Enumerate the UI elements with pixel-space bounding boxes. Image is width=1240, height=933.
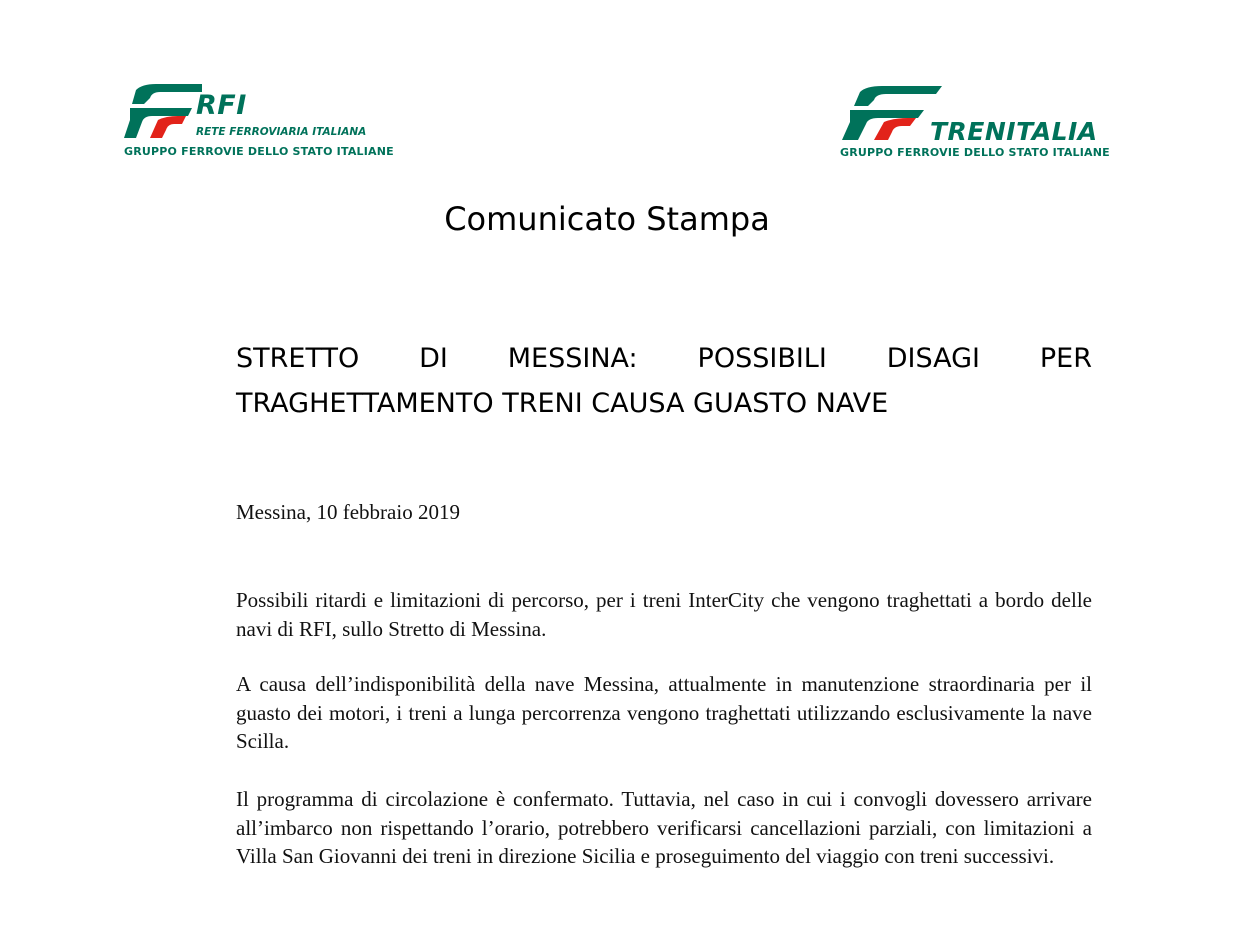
trenitalia-logo-name: TRENITALIA — [930, 117, 1098, 146]
headline-word: DISAGI — [886, 343, 980, 374]
rfi-logo-name: RFI — [196, 90, 247, 121]
headline-line-1 — [236, 336, 1092, 381]
paragraph: Il programma di circolazione è confermato. Tuttavia, nel caso in cui i convogli dovessero arrivare all’imbarco non rispettando l’orario, potrebbero verificarsi cancellazioni parziali, con limitazioni a Villa San Giovanni dei treni in direzione Sicilia e proseguimento del viaggio con treni successivi. — [236, 787, 1092, 868]
headline-word: STRETTO — [236, 343, 360, 374]
fs-logo-icon — [122, 82, 202, 144]
trenitalia-logo-group: GRUPPO FERROVIE DELLO STATO ITALIANE — [840, 146, 1110, 159]
paragraph: A causa dell’indisponibilità della nave Messina, attualmente in manutenzione straordinaria per il guasto dei motori, i treni a lunga percorrenza vengono traghettati utilizzando esclusivamente la nave Scilla. — [236, 672, 1092, 753]
headline-word: DI — [419, 343, 448, 374]
dateline: Messina, 10 febbraio 2019 — [236, 500, 460, 524]
headline — [236, 336, 1092, 426]
rfi-logo — [122, 82, 412, 162]
headline-word: MESSINA: — [507, 343, 638, 374]
headline-word: PER — [1039, 343, 1092, 374]
headline-line-2: TRAGHETTAMENTO TRENI CAUSA GUASTO NAVE — [236, 388, 889, 419]
document-title: Comunicato Stampa — [444, 200, 770, 238]
rfi-logo-group: GRUPPO FERROVIE DELLO STATO ITALIANE — [124, 145, 394, 158]
rfi-logo-subtitle: RETE FERROVIARIA ITALIANA — [196, 126, 367, 138]
headline-word: POSSIBILI — [697, 343, 827, 374]
paragraph: Possibili ritardi e limitazioni di percorso, per i treni InterCity che vengono traghettati a bordo delle navi di RFI, sullo Stretto di Messina. — [236, 588, 1092, 641]
trenitalia-logo — [838, 84, 1134, 162]
